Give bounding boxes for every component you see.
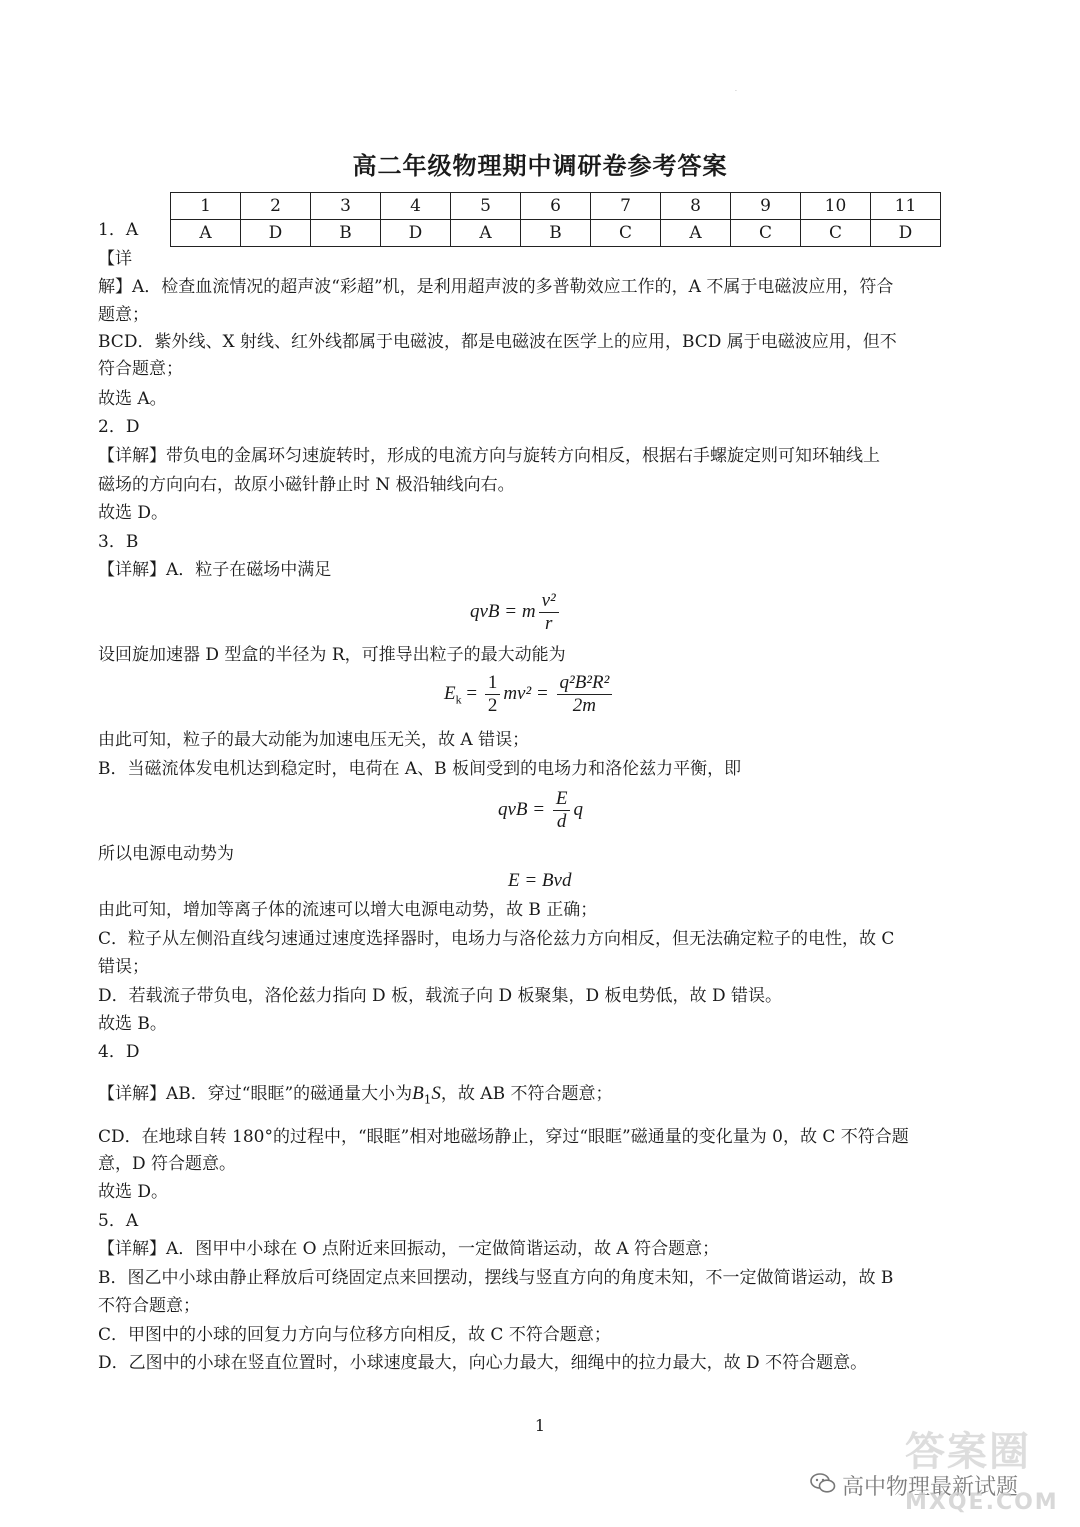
answer-cell: C (801, 220, 871, 247)
q5-explanation-b-cont: 不符合题意； (98, 1296, 200, 1316)
area-symbol: S (431, 1083, 441, 1104)
q5-explanation-c: C．甲图中的小球的回复力方向与位移方向相反，故 C 不符合题意； (98, 1325, 611, 1345)
answer-cell: B (521, 220, 591, 247)
answer-table (170, 192, 941, 247)
question-number-cell: 9 (731, 193, 801, 220)
question-number-cell: 11 (871, 193, 941, 220)
fraction-denominator: r (544, 613, 553, 634)
q1-conclusion: 故选 A。 (98, 389, 167, 409)
page-title: 高二年级物理期中调研卷参考答案 (352, 151, 728, 180)
question-number-cell: 2 (241, 193, 311, 220)
q3-explanation-d: D．若载流子带负电，洛伦兹力指向 D 板，载流子向 D 板聚集，D 板电势低，故 D 错误。 (98, 986, 782, 1006)
answer-cell: D (241, 220, 311, 247)
fraction-numerator: E (553, 788, 571, 811)
fraction (553, 788, 571, 833)
question-number-cell: 5 (451, 193, 521, 220)
flux-symbol: B (412, 1083, 424, 1104)
fraction-denominator: 2 (487, 695, 498, 716)
q4-explanation-ab-text: 【详解】AB．穿过“眼眶”的磁通量大小为 (98, 1084, 413, 1104)
answer-cell: A (171, 220, 241, 247)
question-number-cell: 4 (381, 193, 451, 220)
formula-lhs: E (444, 682, 456, 704)
q2-heading: 2．D (98, 417, 140, 437)
q3-explanation-a: 【详解】A．粒子在磁场中满足 (98, 560, 332, 580)
answer-cell: D (381, 220, 451, 247)
q1-explanation-cont: 题意； (98, 305, 149, 325)
formula-lhs: qvB = m (470, 600, 536, 622)
page-number: 1 (534, 1416, 546, 1435)
fraction-denominator: d (556, 811, 567, 832)
fraction (557, 672, 613, 717)
q3-conclusion-b: 由此可知，增加等离子体的流速可以增大电源电动势，故 B 正确； (98, 900, 598, 920)
question-number-cell: 7 (591, 193, 661, 220)
formula-lhs: qvB = (498, 798, 550, 820)
question-number-cell: 6 (521, 193, 591, 220)
formula-lorentz-centripetal (470, 590, 562, 635)
q3-conclusion-a: 由此可知，粒子的最大动能为加速电压无关，故 A 错误； (98, 730, 530, 750)
q2-explanation: 【详解】带负电的金属环匀速旋转时，形成的电流方向与旋转方向相反，根据右手螺旋定则可知环轴线上 (98, 446, 880, 466)
q1-explanation: 解】A．检查血流情况的超声波“彩超”机，是利用超声波的多普勒效应工作的，A 不属于电磁波应用，符合 (98, 277, 894, 297)
q4-explanation-ab-tail: ，故 AB 不符合题意； (440, 1084, 613, 1104)
q4-conclusion: 故选 D。 (98, 1182, 169, 1202)
answer-cell: D (871, 220, 941, 247)
q4-explanation-cd-cont: 意，D 符合题意。 (98, 1154, 237, 1174)
question-number-cell: 1 (171, 193, 241, 220)
equals-sign: = (461, 682, 482, 704)
watermark-logo: 答案圈 (905, 1429, 1031, 1475)
q3-explanation-b: B．当磁流体发电机达到稳定时，电荷在 A、B 板间受到的电场力和洛伦兹力平衡，即 (98, 759, 742, 779)
fraction-denominator: 2m (572, 695, 597, 716)
watermark-url: MXQE.COM (905, 1490, 1059, 1515)
wechat-icon (810, 1472, 836, 1494)
question-number-cell: 8 (661, 193, 731, 220)
q5-explanation-d: D．乙图中的小球在竖直位置时，小球速度最大，向心力最大，细绳中的拉力最大，故 D 不符合题意。 (98, 1353, 868, 1373)
q3-explanation-c-cont: 错误； (98, 957, 149, 977)
q2-explanation-cont: 磁场的方向向右，故原小磁针静止时 N 极沿轴线向右。 (98, 475, 515, 495)
answer-table-number-row (171, 193, 941, 220)
q5-heading: 5．A (98, 1211, 139, 1231)
q3-final: 故选 B。 (98, 1014, 167, 1034)
q5-explanation-b: B．图乙中小球由静止释放后可绕固定点来回摆动，摆线与竖直方向的角度未知，不一定做简谐运动，故 B (98, 1268, 894, 1288)
formula-force-balance (498, 788, 583, 833)
q2-conclusion: 故选 D。 (98, 503, 169, 523)
answer-cell: A (451, 220, 521, 247)
answer-table-answer-row (171, 220, 941, 247)
answer-cell: A (661, 220, 731, 247)
q3-heading: 3．B (98, 532, 139, 552)
fraction-numerator: q²B²R² (557, 672, 613, 695)
q1-explanation-bcd: BCD．紫外线、X 射线、红外线都属于电磁波，都是电磁波在医学上的应用，BCD 属于电磁波应用，但不 (98, 332, 897, 352)
fraction (485, 672, 501, 717)
q1-detail-label: 【详 (98, 249, 132, 269)
fraction-numerator: 1 (485, 672, 501, 695)
q5-explanation-a: 【详解】A．图甲中小球在 O 点附近来回振动，一定做简谐运动，故 A 符合题意； (98, 1239, 720, 1259)
q1-explanation-bcd-cont: 符合题意； (98, 359, 183, 379)
flux-subscript: 1 (423, 1092, 432, 1107)
q1-heading: 1．A (98, 220, 139, 240)
formula-emf: E = Bvd (508, 870, 572, 891)
q3-emf-text: 所以电源电动势为 (98, 844, 234, 864)
fraction (539, 590, 559, 635)
q3-explanation-c: C．粒子从左侧沿直线匀速通过速度选择器时，电场力与洛伦兹力方向相反，但无法确定粒子的电性，故 C (98, 929, 895, 949)
question-number-cell: 3 (311, 193, 381, 220)
formula-max-kinetic-energy (444, 672, 615, 717)
answer-cell: B (311, 220, 381, 247)
fraction-numerator: v² (539, 590, 559, 613)
answer-cell: C (731, 220, 801, 247)
q3-radius-text: 设回旋加速器 D 型盒的半径为 R，可推导出粒子的最大动能为 (98, 645, 566, 665)
q4-explanation-cd: CD．在地球自转 180°的过程中，“眼眶”相对地磁场静止，穿过“眼眶”磁通量的变化量为 0，故 C 不符合题 (98, 1127, 909, 1147)
subscript: k (455, 692, 462, 707)
formula-rhs: q (573, 798, 583, 820)
watermark-account-name: 高中物理最新试题 (842, 1475, 1019, 1500)
answer-cell: C (591, 220, 661, 247)
formula-middle: mv² = (503, 682, 554, 704)
header-mark: . (735, 86, 737, 93)
q4-heading: 4．D (98, 1042, 140, 1062)
q4-explanation-ab (98, 1083, 612, 1110)
question-number-cell: 10 (801, 193, 871, 220)
